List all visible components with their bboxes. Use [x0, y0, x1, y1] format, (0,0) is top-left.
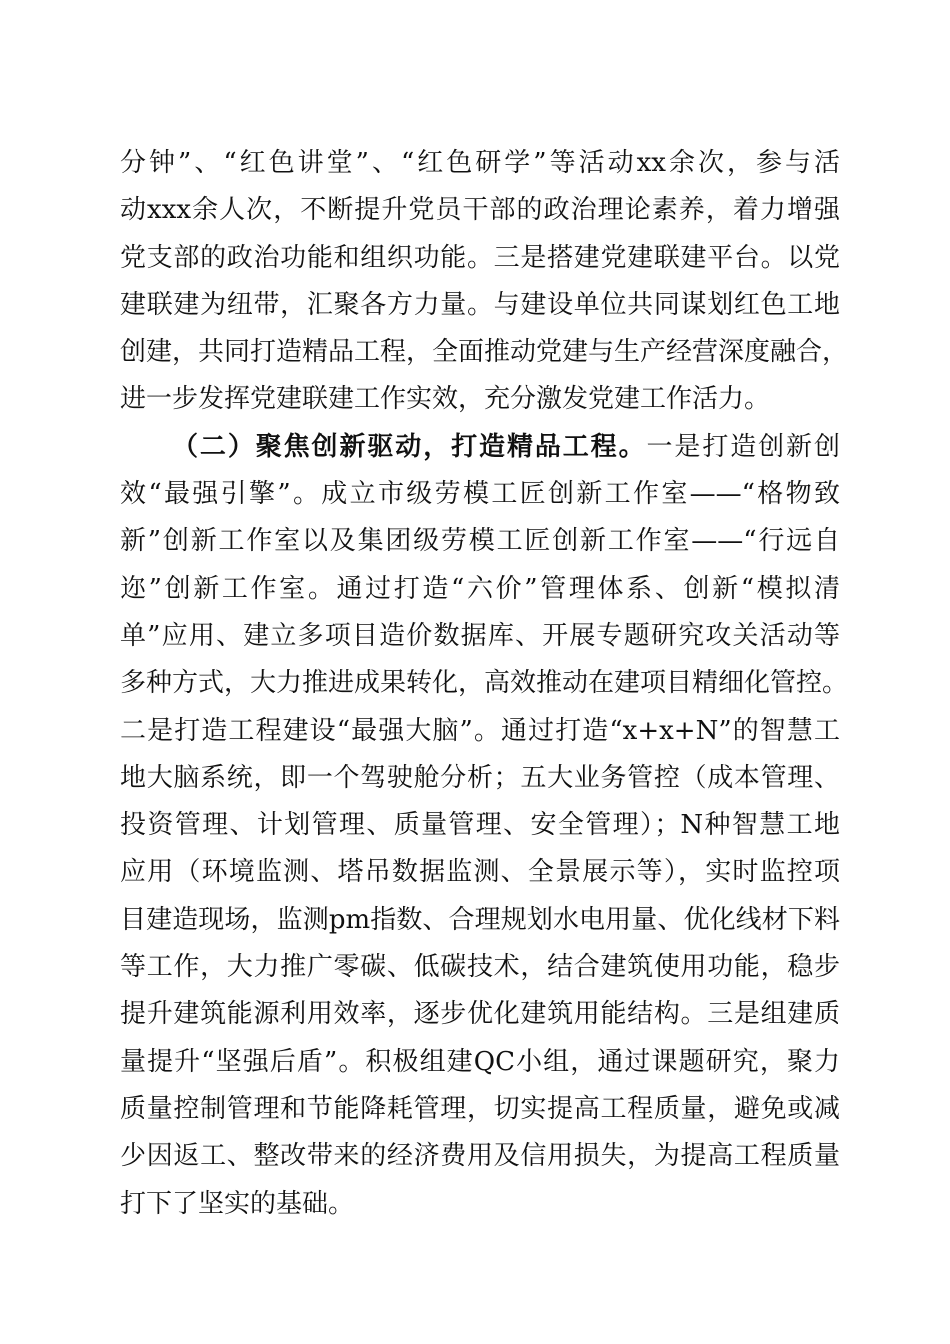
body-text [120, 140, 849, 1228]
section-heading: （二）聚焦创新驱动，打造精品工程。 [172, 431, 647, 462]
text-line: 投资管理、计划管理、质量管理、安全管理）；N种智慧工地 [120, 810, 840, 841]
text-line: 创建，共同打造精品工程，全面推动党建与生产经营深度融合， [120, 337, 849, 368]
text-line: 党支部的政治功能和组织功能。三是搭建党建联建平台。以党 [120, 242, 840, 273]
text-line: 目建造现场，监测pm指数、合理规划水电用量、优化线材下料 [120, 904, 840, 935]
text-line: 量提升“坚强后盾”。积极组建QC小组，通过课题研究，聚力 [120, 1046, 840, 1077]
text-line: 提升建筑能源利用效率，逐步优化建筑用能结构。三是组建质 [120, 999, 840, 1030]
text-line: 建联建为纽带，汇聚各方力量。与建设单位共同谋划红色工地 [120, 289, 840, 320]
section-heading-line [120, 424, 840, 471]
text-line: 单”应用、建立多项目造价数据库、开展专题研究攻关活动等 [120, 620, 840, 651]
text-line: 质量控制管理和节能降耗管理，切实提高工程质量，避免或减 [120, 1093, 840, 1124]
text-line: 地大脑系统，即一个驾驶舱分析；五大业务管控（成本管理、 [120, 762, 840, 793]
text-line: 进一步发挥党建联建工作实效，充分激发党建工作活力。 [120, 384, 771, 415]
text-line: 新”创新工作室以及集团级劳模工匠创新工作室——“行远自 [120, 526, 840, 557]
text-line: 多种方式，大力推进成果转化，高效推动在建项目精细化管控。 [120, 668, 849, 699]
text-line: 动xxx余人次，不断提升党员干部的政治理论素养，着力增强 [120, 195, 840, 226]
text-line: 打下了坚实的基础。 [120, 1188, 355, 1219]
text-line: 二是打造工程建设“最强大脑”。通过打造“x+x+N”的智慧工 [120, 715, 840, 746]
text-line: 迩”创新工作室。通过打造“六价”管理体系、创新“模拟清 [120, 573, 840, 604]
text-line: 效“最强引擎”。成立市级劳模工匠创新工作室——“格物致 [120, 479, 840, 510]
text-line: 分钟”、“红色讲堂”、“红色研学”等活动xx余次，参与活 [120, 148, 840, 178]
text-line: 少因返工、整改带来的经济费用及信用损失，为提高工程质量 [120, 1141, 840, 1172]
text-line: 应用（环境监测、塔吊数据监测、全景展示等），实时监控项 [120, 857, 840, 888]
text-line: 等工作，大力推广零碳、低碳技术，结合建筑使用功能，稳步 [120, 952, 840, 983]
section-heading-continuation: 一是打造创新创 [646, 431, 840, 462]
